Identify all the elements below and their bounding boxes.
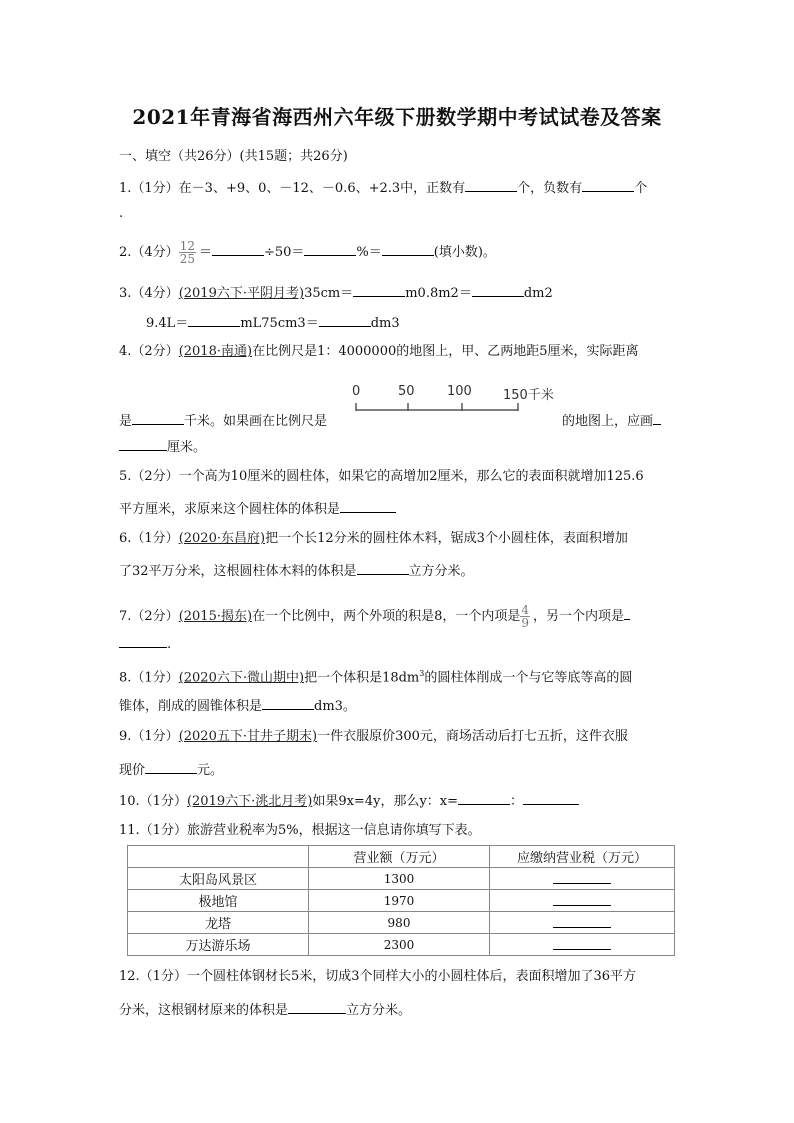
table-row [128,912,675,934]
scale-label-50: 50 [398,384,415,399]
question-1 [119,178,647,198]
q10-label: 10.（1分） [119,794,187,809]
question-3 [119,283,553,303]
question-4c [119,437,206,457]
table-row [128,934,675,956]
q9-blank[interactable] [145,760,197,774]
table-cell-answer [490,934,675,956]
question-8 [119,665,632,687]
q8-blank[interactable] [262,696,314,710]
q12-text-b: 分米，这根钢材原来的体积是 [119,1003,289,1018]
q9-text-a: 一件衣服原价300元，商场活动后打七五折，这件衣服 [317,729,628,744]
scale-label-0: 0 [352,384,361,399]
q7-source: (2015·揭东) [178,609,253,624]
q4-label: 4.（2分） [119,344,179,359]
q2-blank-1[interactable] [212,242,264,256]
q9-source: (2020五下·甘井子期末) [178,729,318,744]
q10-text-a: 如果9x=4y，那么y：x= [312,794,459,809]
table-header-row [128,846,675,868]
q3-blank-2[interactable] [472,283,524,297]
table-header-cell: 营业额（万元） [309,846,490,868]
q2-text-b: ÷50＝ [263,245,305,260]
q4-source: (2018·南通) [178,344,253,359]
section-heading: 一、填空（共26分）(共15题；共26分) [119,149,348,164]
table-cell-value: 2300 [309,934,490,956]
question-12b [119,1000,411,1020]
q3b-text-b: mL75cm3＝ [240,316,319,331]
tax-table [127,845,675,956]
q6-label: 6.（1分） [119,531,179,546]
q6-text-a: 把一个长12分米的圆柱体木料，锯成3个小圆柱体，表面积增加 [265,531,628,546]
q3-blank-1[interactable] [353,283,405,297]
q7-label: 7.（2分） [119,609,179,624]
q8-text-d: dm3。 [314,699,356,714]
table-cell-answer [490,890,675,912]
q7-text-b: ，另一个内项是 [532,609,624,624]
q7-fraction [520,604,530,629]
q10-blank-1[interactable] [458,791,510,805]
q8-label: 8.（1分） [119,670,179,686]
q8-source: (2020六下·微山期中) [178,670,305,686]
q3b-blank-1[interactable] [188,313,240,327]
q8-text-c: 锥体，削成的圆锥体积是 [119,699,263,714]
table-cell-value: 980 [309,912,490,934]
question-7b [119,634,171,654]
q3-label: 3.（4分） [119,286,179,301]
q2-text-c: %＝ [356,245,382,260]
table-answer-blank[interactable] [553,936,611,950]
q9-label: 9.（1分） [119,729,179,744]
question-5b [119,499,396,519]
q2-frac-num: 12 [179,239,195,253]
question-12: 12.（1分）一个圆柱体钢材长5米，切成3个同样大小的小圆柱体后，表面积增加了36平方 [119,969,637,984]
q8-text-a: 把一个体积是18dm [304,670,420,686]
q2-label: 2.（4分） [119,245,179,260]
question-6 [119,530,628,548]
table-cell-answer [490,912,675,934]
q10-text-b: ： [510,794,524,809]
q4b-text-a: 是 [119,414,133,429]
q7-blank-a[interactable] [624,606,630,620]
table-row [128,868,675,890]
q1-blank-1[interactable] [465,178,517,192]
table-cell-value: 1300 [309,868,490,890]
q7-text-c: . [167,637,172,652]
question-7 [119,604,630,629]
q1-text-a: 1.（1分）在－3、+9、0、－12、－0.6、+2.3中，正数有 [119,181,466,196]
q7-blank-b[interactable] [119,634,167,648]
q2-text-a: ＝ [198,245,212,260]
q3-text-a: 35cm＝ [304,286,354,301]
q7-frac-num: 4 [521,603,529,617]
question-9 [119,728,628,746]
q3b-text-a: 9.4L＝ [146,316,189,331]
q3-source: (2019六下·平阴月考) [178,286,305,301]
q3-text-b: m0.8m2＝ [405,286,472,301]
q5-blank[interactable] [340,499,396,513]
scale-bar [350,384,590,420]
q6-blank[interactable] [357,561,409,575]
q6-source: (2020·东昌府) [178,531,266,546]
q2-fraction [179,240,196,265]
question-4 [119,343,639,361]
q5-text-b: 平方厘米，求原来这个圆柱体的体积是 [119,502,341,517]
q12-text-c: 立方分米。 [346,1003,412,1018]
table-answer-blank[interactable] [553,892,611,906]
question-5: 5.（2分）一个高为10厘米的圆柱体，如果它的高增加2厘米，那么它的表面积就增加125.6 [119,469,644,484]
question-3b [146,313,400,333]
q3b-text-c: dm3 [370,316,400,331]
question-10 [119,791,579,811]
q3-text-c: dm2 [523,286,553,301]
q10-blank-2[interactable] [523,791,579,805]
table-cell-name: 极地馆 [128,890,309,912]
q4b-text-d: 厘米。 [167,440,207,455]
q2-blank-2[interactable] [304,242,356,256]
q1-blank-2[interactable] [582,178,634,192]
q1-text-c: 个 [634,181,648,196]
q7-frac-den: 9 [521,616,529,630]
q4-blank-2b[interactable] [119,437,167,451]
q6-text-b: 了32平万分米，这根圆柱体木料的体积是 [119,564,357,579]
q12-blank[interactable] [288,1000,346,1014]
table-cell-answer [490,868,675,890]
q2-text-d: (填小数)。 [433,245,496,260]
q2-blank-3[interactable] [382,242,434,256]
table-header-cell [128,846,309,868]
q3b-blank-2[interactable] [319,313,371,327]
question-11: 11.（1分）旅游营业税率为5%，根据这一信息请你填写下表。 [119,823,481,838]
table-answer-blank[interactable] [553,870,611,884]
q8-superscript: 3 [419,669,425,678]
q9-text-c: 元。 [197,763,224,778]
question-4b [119,411,327,431]
question-9b [119,760,223,780]
q8-text-b: 的圆柱体削成一个与它等底等高的圆 [424,670,633,686]
q6-text-c: 立方分米。 [408,564,474,579]
q1-text-b: 个，负数有 [517,181,583,196]
q4b-text-b: 千米。如果画在比例尺是 [184,414,328,429]
table-cell-name: 龙塔 [128,912,309,934]
q7-text-a: 在一个比例中，两个外项的积是8，一个内项是 [252,609,521,624]
q4-blank-1[interactable] [132,411,184,425]
q1-end: . [119,206,124,221]
q10-source: (2019六下·洮北月考) [186,794,313,809]
question-2 [119,240,496,265]
scale-label-100: 100 [447,384,472,399]
q4-text-a: 在比例尺是1：4000000的地图上，甲、乙两地距5厘米，实际距离 [252,344,639,359]
table-cell-value: 1970 [309,890,490,912]
question-6b [119,561,474,581]
q9-text-b: 现价 [119,763,146,778]
table-header-cell: 应缴纳营业税（万元） [490,846,675,868]
table-cell-name: 万达游乐场 [128,934,309,956]
scale-label-150: 150千米 [503,388,554,403]
table-answer-blank[interactable] [553,914,611,928]
q4-blank-2a[interactable] [653,411,661,425]
page-title: 2021年青海省海西州六年级下册数学期中考试试卷及答案 [132,105,662,129]
q2-frac-den: 25 [179,252,195,266]
table-cell-name: 太阳岛风景区 [128,868,309,890]
q4b-text-c: 的地图上，应画 [562,414,654,429]
table-row [128,890,675,912]
question-8b [119,696,356,716]
scale-bar-line [350,384,590,420]
